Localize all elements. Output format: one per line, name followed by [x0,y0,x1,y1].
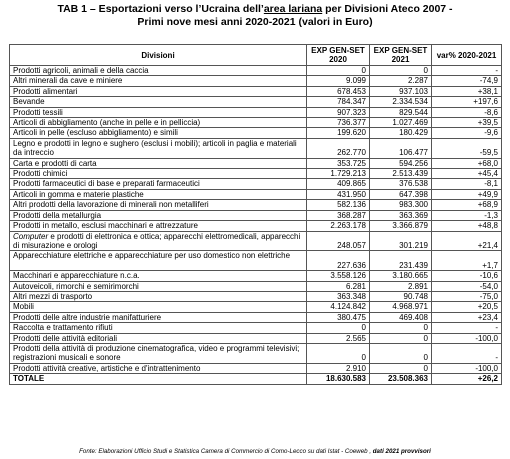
row-value-v2021: 363.369 [370,210,432,220]
row-value-v2021: 469.408 [370,312,432,322]
title-prefix: TAB 1 – Esportazioni verso l’Ucraina dell’ [57,3,264,15]
row-value-v2021: 0 [370,333,432,343]
table-row [10,210,502,220]
footer-bold: dati 2021 provvisori [372,448,431,455]
row-label [10,179,307,189]
row-value-var: +45,4 [432,169,502,179]
row-label [10,76,307,86]
title-line-2: Primi nove mesi anni 2020-2021 (valori in Euro) [137,16,373,28]
row-label-text: Legno e prodotti in legno e sughero (esclusi i mobili); articoli in paglia e materiali da intreccio [13,138,297,158]
header-divisioni: Divisioni [10,45,307,66]
row-label-text: Prodotti farmaceutici di base e preparati farmaceutici [13,179,200,189]
table-row [10,343,502,363]
header-2020: EXP GEN-SET 2020 [307,45,370,66]
title-suffix: per Divisioni Ateco 2007 - [322,3,453,15]
table-row [10,271,502,281]
table-row [10,179,502,189]
table-row [10,128,502,138]
row-value-var: +68,9 [432,200,502,210]
row-label [10,281,307,291]
row-value-var: -100,0 [432,363,502,373]
row-value-v2020: 4.124.842 [307,302,370,312]
row-value-v2020: 582.136 [307,200,370,210]
row-value-var: +48,8 [432,221,502,231]
row-label-text: Autoveicoli, rimorchi e semirimorchi [13,281,139,291]
row-label [10,343,307,363]
row-label-emphasis: Computer [13,231,49,241]
row-value-var: +49,9 [432,189,502,199]
row-value-v2021: 937.103 [370,86,432,96]
row-value-v2021: 983.300 [370,200,432,210]
table-row [10,221,502,231]
row-value-var: +21,4 [432,231,502,251]
row-value-v2020: 409.865 [307,179,370,189]
row-value-v2020: 262.770 [307,138,370,158]
row-label-text: Bevande [13,97,45,107]
row-label [10,221,307,231]
row-label-text: Prodotti della metallurgia [13,210,102,220]
row-value-v2021: 829.544 [370,107,432,117]
row-value-v2021: 0 [370,323,432,333]
row-value-var: +20,5 [432,302,502,312]
table-row [10,189,502,199]
row-label-text: Apparecchiature elettriche e apparecchiature per uso domestico non elettriche [13,251,291,261]
row-value-v2021: 2.513.439 [370,169,432,179]
row-value-v2021: 3.180.665 [370,271,432,281]
table-row [10,76,502,86]
row-label [10,271,307,281]
row-value-v2021: 2.891 [370,281,432,291]
row-label-text: Prodotti agricoli, animali e della caccia [13,66,149,75]
row-value-var: -1,3 [432,210,502,220]
row-value-v2020: 678.453 [307,86,370,96]
table-row [10,86,502,96]
row-label [10,86,307,96]
total-v2020: 18.630.583 [307,374,370,384]
row-value-v2020: 3.558.126 [307,271,370,281]
row-label [10,158,307,168]
row-value-v2021: 2.287 [370,76,432,86]
table-body [10,66,502,385]
row-value-v2021: 3.366.879 [370,221,432,231]
row-value-v2021: 594.256 [370,158,432,168]
row-value-var: -9,6 [432,128,502,138]
row-value-v2020: 199.620 [307,128,370,138]
row-label [10,138,307,158]
row-value-var: -59,5 [432,138,502,158]
row-value-var: +23,4 [432,312,502,322]
row-value-v2021: 376.538 [370,179,432,189]
row-value-v2020: 9.099 [307,76,370,86]
row-label [10,107,307,117]
row-label-text: Raccolta e trattamento rifiuti [13,323,113,333]
row-value-var: -75,0 [432,291,502,301]
row-value-v2020: 363.348 [307,291,370,301]
row-label-text: Altri mezzi di trasporto [13,291,93,301]
title-line-1 [0,3,510,16]
row-value-v2021: 647.398 [370,189,432,199]
row-value-var: - [432,343,502,363]
row-value-v2021: 0 [370,343,432,363]
row-value-var: -74,9 [432,76,502,86]
row-value-var: +197,6 [432,97,502,107]
row-label-text: Prodotti in metallo, esclusi macchinari e attrezzature [13,221,198,231]
row-value-v2020: 1.729.213 [307,169,370,179]
row-value-var: -8,6 [432,107,502,117]
row-label [10,231,307,251]
row-label [10,200,307,210]
row-label-text: e prodotti di elettronica e ottica; apparecchi elettromedicali, apparecchi di misurazione e orologi [13,231,301,250]
row-value-var: +39,5 [432,118,502,128]
row-label [10,302,307,312]
exports-table [9,44,502,385]
row-label-text: Articoli in pelle (escluso abbigliamento) e simili [13,128,178,138]
table-row [10,281,502,291]
row-value-v2021: 0 [370,66,432,76]
row-label-text: Mobili [13,302,34,312]
row-label-text: Prodotti della attività di produzione cinematografica, video e programmi televisivi; registrazioni musicali e sonore [13,343,300,363]
table-row [10,312,502,322]
row-label [10,66,307,76]
row-value-v2021: 1.027.469 [370,118,432,128]
row-value-var: +68,0 [432,158,502,168]
row-label-text: Prodotti delle altre industrie manifatturiere [13,312,162,322]
row-value-var: +1,7 [432,251,502,271]
row-label [10,323,307,333]
row-label-text: Articoli in gomma e materie plastiche [13,189,144,199]
row-label-text: Articoli di abbigliamento (anche in pelle e in pelliccia) [13,118,201,128]
row-value-v2021: 180.429 [370,128,432,138]
table-row [10,200,502,210]
row-value-v2021: 301.219 [370,231,432,251]
row-label [10,291,307,301]
row-value-v2021: 4.968.971 [370,302,432,312]
total-v2021: 23.508.363 [370,374,432,384]
row-value-v2021: 106.477 [370,138,432,158]
row-value-v2020: 353.725 [307,158,370,168]
table-row [10,97,502,107]
row-value-var: -10,6 [432,271,502,281]
table-row [10,118,502,128]
row-value-v2020: 6.281 [307,281,370,291]
row-label [10,189,307,199]
row-value-v2020: 907.323 [307,107,370,117]
row-value-var: -100,0 [432,333,502,343]
row-value-v2020: 380.475 [307,312,370,322]
row-value-var: -8,1 [432,179,502,189]
title-underlined: area lariana [263,3,323,15]
row-value-v2020: 248.057 [307,231,370,251]
table-row [10,251,502,271]
total-label: TOTALE [10,374,307,384]
table-row [10,231,502,251]
row-label-text: Altri minerali da cave e miniere [13,76,123,86]
row-value-v2020: 368.287 [307,210,370,220]
row-label-text: Carta e prodotti di carta [13,158,97,168]
row-value-v2021: 231.439 [370,251,432,271]
row-label-text: Prodotti attività creative, artistiche e d'intrattenimento [13,363,201,373]
row-value-v2020: 0 [307,66,370,76]
table-row [10,169,502,179]
row-label-text: Altri prodotti della lavorazione di minerali non metalliferi [13,200,209,210]
source-footer [0,448,510,456]
row-label-text: Prodotti delle attività editoriali [13,333,118,343]
row-label-text: Prodotti alimentari [13,86,78,96]
row-value-v2021: 0 [370,363,432,373]
table-row [10,107,502,117]
row-value-v2020: 431.950 [307,189,370,199]
row-label [10,128,307,138]
total-row [10,374,502,384]
table-row [10,138,502,158]
row-value-v2020: 736.377 [307,118,370,128]
table-row [10,323,502,333]
row-label [10,333,307,343]
table-row [10,363,502,373]
row-label-text: Prodotti chimici [13,169,68,179]
table-row [10,302,502,312]
total-var: +26,2 [432,374,502,384]
footer-text: Fonte: Elaborazioni Ufficio Studi e Statistica Camera di Commercio di Como-Lecco su dati Istat - Coeweb , [79,448,373,455]
row-value-v2021: 2.334.534 [370,97,432,107]
row-value-var: -54,0 [432,281,502,291]
row-value-v2021: 90.748 [370,291,432,301]
row-label [10,312,307,322]
row-label [10,97,307,107]
row-label [10,210,307,220]
table-row [10,66,502,76]
row-value-v2020: 0 [307,323,370,333]
row-label [10,251,307,271]
row-value-v2020: 2.263.178 [307,221,370,231]
row-value-v2020: 784.347 [307,97,370,107]
row-label [10,169,307,179]
row-label-text: Macchinari e apparecchiature n.c.a. [13,271,140,281]
row-label [10,363,307,373]
row-label-text: Prodotti tessili [13,107,63,117]
row-value-v2020: 2.910 [307,363,370,373]
table-row [10,291,502,301]
row-value-var: - [432,323,502,333]
table-row [10,333,502,343]
row-label [10,118,307,128]
header-2021: EXP GEN-SET 2021 [370,45,432,66]
row-value-var: - [432,66,502,76]
table-row [10,158,502,168]
table-title [0,3,510,29]
row-value-var: +38,1 [432,86,502,96]
row-value-v2020: 2.565 [307,333,370,343]
row-value-v2020: 0 [307,343,370,363]
row-value-v2020: 227.636 [307,251,370,271]
header-var: var% 2020-2021 [432,45,502,66]
